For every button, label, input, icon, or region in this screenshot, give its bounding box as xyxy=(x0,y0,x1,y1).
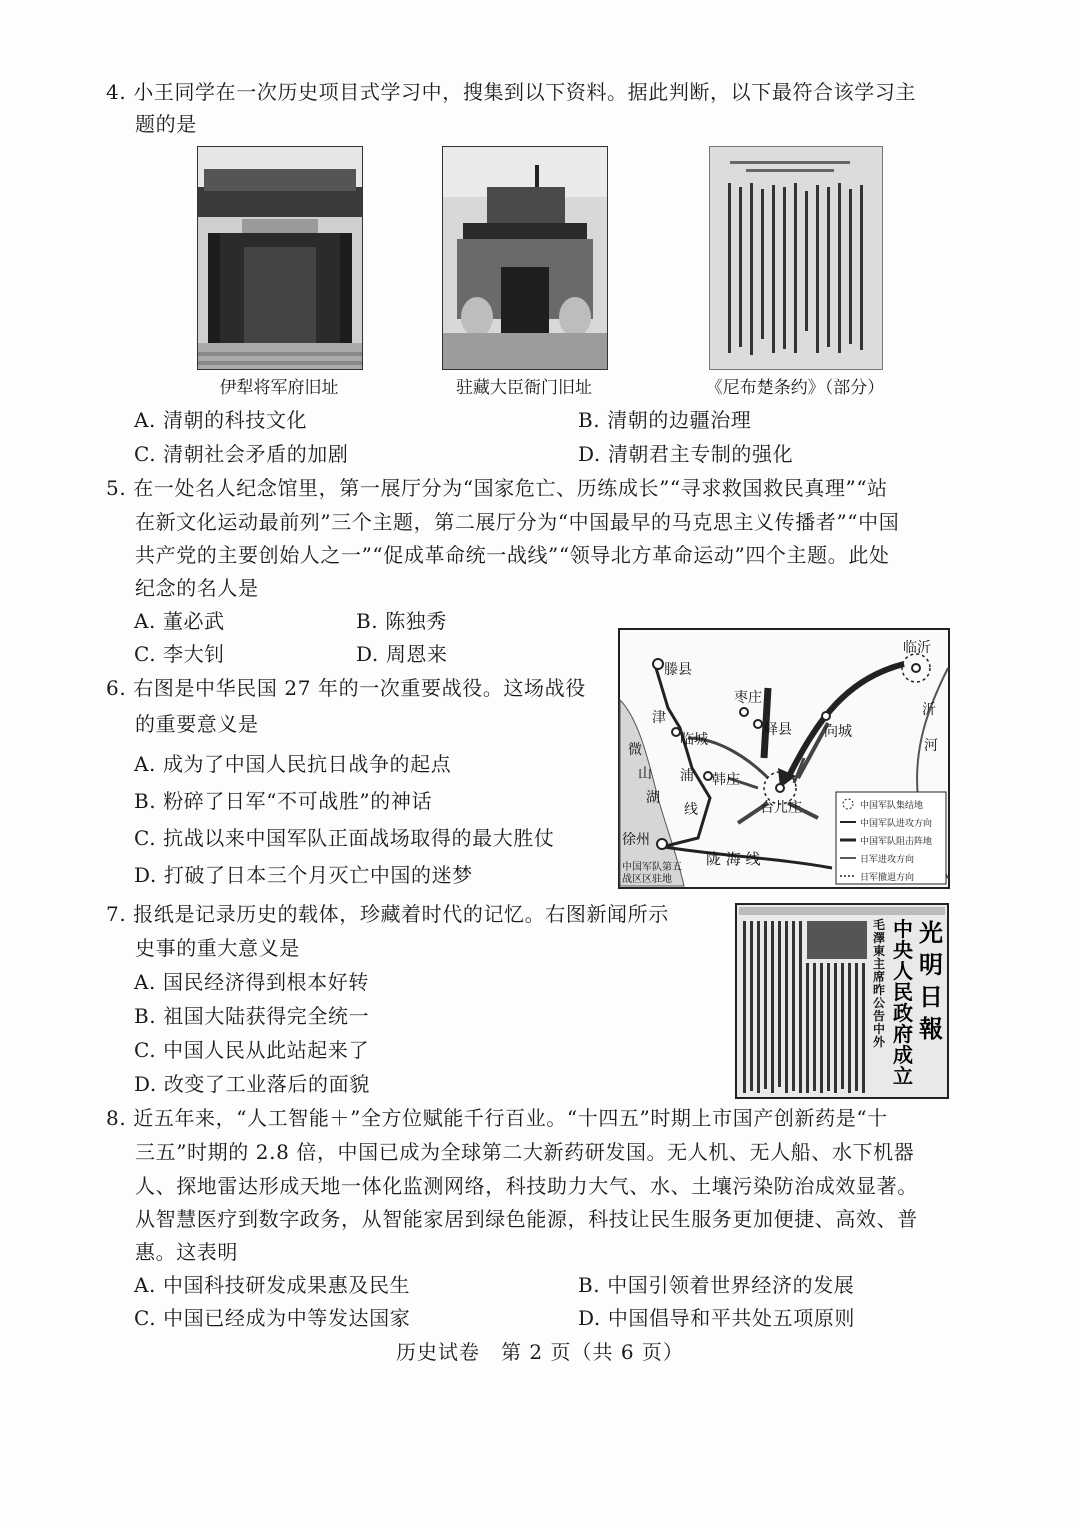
legend-item-4: 日军进攻方向 xyxy=(860,855,915,865)
q7-option-b[interactable]: B. 祖国大陆获得完全统一 xyxy=(134,1004,370,1028)
legend-item-5: 日军撤退方向 xyxy=(860,873,915,883)
legend-item-3: 中国军队阻击阵地 xyxy=(860,837,933,847)
q4-caption-3: 《尼布楚条约》（部分） xyxy=(705,378,885,398)
q7-stem-line-1: 7. 报纸是记录历史的载体，珍藏着时代的记忆。右图新闻所示 xyxy=(106,902,669,926)
q4-caption-2: 驻藏大臣衙门旧址 xyxy=(456,378,592,398)
map-label-lincheng: 临城 xyxy=(680,732,708,748)
q8-stem-line-2: 三五”时期的 2.8 倍，中国已成为全球第二大新药研发国。无人机、无人船、水下机器 xyxy=(135,1140,915,1164)
map-label-yi: 沂 xyxy=(922,702,936,718)
q5-option-d[interactable]: D. 周恩来 xyxy=(356,642,448,666)
q8-option-a[interactable]: A. 中国科技研发成果惠及民生 xyxy=(134,1273,411,1297)
q6-option-d[interactable]: D. 打破了日本三个月灭亡中国的迷梦 xyxy=(134,863,473,887)
q5-stem-line-3: 共产党的主要创始人之一”“促成革命统一战线”“领导北方革命运动”四个主题。此处 xyxy=(135,543,890,567)
q4-option-c[interactable]: C. 清朝社会矛盾的加剧 xyxy=(134,442,349,466)
newspaper-masthead: 光明日報 xyxy=(919,918,943,1043)
q8-option-c[interactable]: C. 中国已经成为中等发达国家 xyxy=(134,1306,411,1330)
q6-option-c[interactable]: C. 抗战以来中国军队正面战场取得的最大胜仗 xyxy=(134,826,555,850)
newspaper-subhead: 毛澤東主席昨公告中外 xyxy=(873,918,886,1049)
map-label-xuzhou: 徐州 xyxy=(622,832,650,848)
q6-option-a[interactable]: A. 成为了中国人民抗日战争的起点 xyxy=(134,752,452,776)
map-label-xiangcheng: 向城 xyxy=(824,724,852,740)
map-label-wei: 微 xyxy=(628,742,642,758)
q7-option-c[interactable]: C. 中国人民从此站起来了 xyxy=(134,1038,370,1062)
legend-item-1: 中国军队集结地 xyxy=(860,801,924,811)
q4-option-b[interactable]: B. 清朝的边疆治理 xyxy=(578,408,752,432)
q5-option-a[interactable]: A. 董必武 xyxy=(134,609,225,633)
q7-option-a[interactable]: A. 国民经济得到根本好转 xyxy=(134,970,369,994)
map-label-taierzhuang: 台儿庄 xyxy=(760,800,802,816)
map-label-hanzhuang: 韩庄 xyxy=(712,772,740,788)
map-label-hq-line-2: 战区区驻地 xyxy=(622,874,672,885)
map-label-pu: 浦 xyxy=(680,768,694,784)
q4-photo-tibet-minister-office xyxy=(442,146,608,370)
q4-caption-1: 伊犁将军府旧址 xyxy=(219,378,339,398)
q4-option-a[interactable]: A. 清朝的科技文化 xyxy=(134,408,308,432)
q7-newspaper-image xyxy=(735,903,949,1099)
q6-stem-line-2: 的重要意义是 xyxy=(135,712,259,736)
map-label-hu: 湖 xyxy=(646,790,660,806)
q4-stem-line-2: 题的是 xyxy=(135,112,197,136)
q8-stem-line-3: 人、探地雷达形成天地一体化监测网络，科技助力大气、水、土壤污染防治成效显著。 xyxy=(135,1174,918,1198)
q5-option-b[interactable]: B. 陈独秀 xyxy=(356,609,448,633)
q5-stem-line-4: 纪念的名人是 xyxy=(135,576,259,600)
q4-photo-ili-general-office xyxy=(197,146,363,370)
q8-stem-line-1: 8. 近五年来，“人工智能＋”全方位赋能千行百业。“十四五”时期上市国产创新药是“十 xyxy=(106,1106,888,1130)
q5-stem-line-2: 在新文化运动最前列”三个主题，第二展厅分为“中国最早的马克思主义传播者”“中国 xyxy=(135,510,900,534)
page-footer: 历史试卷 第 2 页（共 6 页） xyxy=(396,1340,684,1364)
map-label-linyi: 临沂 xyxy=(903,640,931,656)
q6-option-b[interactable]: B. 粉碎了日军“不可战胜”的神话 xyxy=(134,789,433,813)
map-label-xian: 线 xyxy=(684,802,698,818)
q8-option-d[interactable]: D. 中国倡导和平共处五项原则 xyxy=(578,1306,856,1330)
map-label-he: 河 xyxy=(924,738,938,754)
q4-photo-treaty-of-nerchinsk xyxy=(709,146,883,370)
newspaper-headline: 中央人民政府成立 xyxy=(893,917,913,1088)
map-label-jin: 津 xyxy=(652,710,666,726)
q8-option-b[interactable]: B. 中国引领着世界经济的发展 xyxy=(578,1273,855,1297)
q4-option-d[interactable]: D. 清朝君主专制的强化 xyxy=(578,442,794,466)
map-label-hq-line-1: 中国军队第五 xyxy=(622,862,682,873)
q8-stem-line-5: 惠。这表明 xyxy=(135,1240,238,1264)
map-label-tengxian: 滕县 xyxy=(664,662,692,678)
map-label-shan: 山 xyxy=(638,766,652,782)
q5-stem-line-1: 5. 在一处名人纪念馆里，第一展厅分为“国家危亡、历练成长”“寻求救国救民真理”“站 xyxy=(106,476,888,500)
q7-option-d[interactable]: D. 改变了工业落后的面貌 xyxy=(134,1072,370,1096)
map-label-longhai-line: 陇 海 线 xyxy=(706,850,761,868)
q8-stem-line-4: 从智慧医疗到数字政务，从智能家居到绿色能源，科技让民生服务更加便捷、高效、普 xyxy=(135,1207,918,1231)
legend-item-2: 中国军队进攻方向 xyxy=(860,819,933,829)
q4-stem-line-1: 4. 小王同学在一次历史项目式学习中，搜集到以下资料。据此判断，以下最符合该学习主 xyxy=(106,80,917,104)
q6-stem-line-1: 6. 右图是中华民国 27 年的一次重要战役。这场战役 xyxy=(106,676,586,700)
q5-option-c[interactable]: C. 李大钊 xyxy=(134,642,225,666)
q7-stem-line-2: 史事的重大意义是 xyxy=(135,936,300,960)
map-label-yixian: 峄县 xyxy=(764,722,792,738)
q6-battle-map xyxy=(618,628,950,889)
map-label-zaozhuang: 枣庄 xyxy=(734,690,762,706)
